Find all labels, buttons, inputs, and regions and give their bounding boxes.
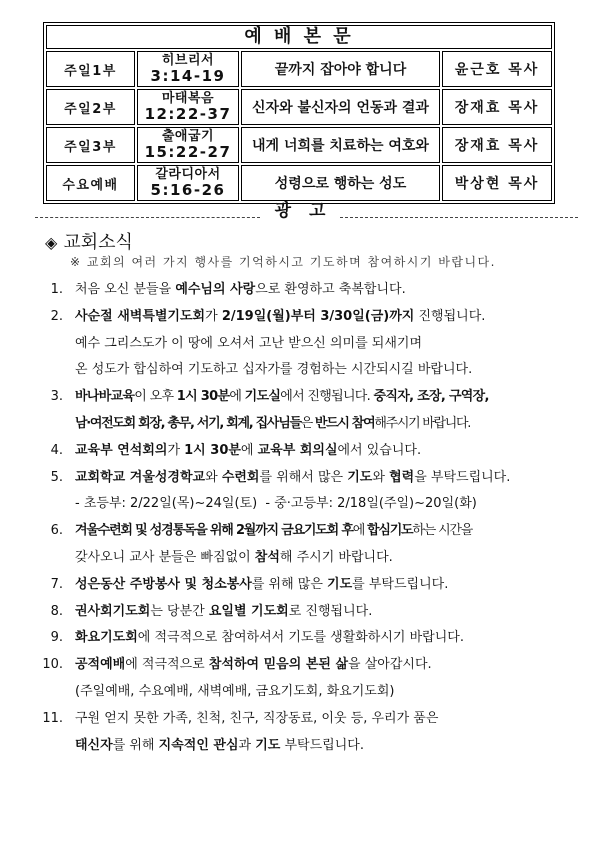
notice-text: - 초등부: 2/22일(목)~24일(토) - 중·고등부: 2/18일(주일)~20일(화): [75, 496, 477, 512]
notice-text: 를 위해서 많은: [259, 469, 348, 485]
service-name: 수요예배: [46, 165, 135, 201]
divider-left: [35, 217, 260, 218]
notice-text: 이 오후: [134, 389, 177, 405]
notice-line: [0, 357, 600, 384]
notice-text: 에서 진행됩니다.: [280, 389, 374, 405]
notice-text: 해 주시기 바랍니다.: [279, 549, 393, 565]
preacher-name: 장재효 목사: [442, 127, 552, 163]
notice-item: [0, 465, 600, 519]
notice-text: 에: [240, 442, 258, 458]
notice-emphasis: 참석하여 믿음의 본된 삶: [208, 657, 349, 673]
notice-text: 갖사오니 교사 분들은 빠짐없이: [75, 549, 255, 565]
worship-table: [43, 22, 555, 204]
notice-number: 1.: [50, 282, 63, 297]
scripture-verse: 5:16-26: [150, 181, 226, 199]
worship-header-row: [46, 25, 552, 49]
service-name: 주일1부: [46, 51, 135, 87]
notice-text: 하는 시간을: [412, 523, 473, 539]
notice-emphasis: 겨울수련회 및 성경통독을 위해 2월까지 금요기도회 후: [75, 523, 353, 539]
notice-text: 에 적극적으로 참여하셔서 기도를 생활화하시기 바랍니다.: [137, 630, 464, 646]
scripture-verse: 12:22-37: [144, 105, 232, 123]
notice-text: 를 위해: [112, 737, 159, 753]
notice-item: [0, 518, 600, 572]
notice-item: [0, 277, 600, 304]
notice-text: 와: [205, 469, 222, 485]
notice-emphasis: 협력: [389, 469, 415, 485]
notice-text: 에서 있습니다.: [337, 442, 422, 458]
notice-number: 11.: [42, 710, 63, 726]
notice-emphasis: 사순절 새벽특별기도회: [75, 308, 206, 324]
notice-text: 에: [352, 523, 367, 539]
notice-emphasis: 권사회기도회: [75, 603, 151, 619]
notice-line: [0, 572, 600, 599]
scripture-verse: 15:22-27: [144, 143, 232, 161]
notice-emphasis: 교육부 회의실: [257, 442, 338, 458]
scripture-book: 갈라디아서: [155, 167, 221, 182]
notice-emphasis: 화요기도회: [75, 630, 138, 646]
notice-text: 에 적극적으로: [125, 657, 209, 673]
notice-emphasis: 예수님의 사랑: [175, 282, 256, 297]
notice-text: 와: [372, 469, 390, 485]
notice-number: 10.: [42, 657, 63, 673]
notice-line: [0, 733, 600, 760]
preacher-name: 장재효 목사: [442, 89, 552, 125]
notice-emphasis: 중직자, 조장, 구역장,: [373, 389, 489, 405]
scripture-cell: [137, 165, 239, 201]
scripture-verse: 3:14-19: [150, 67, 226, 85]
announcements-heading: 광 고: [274, 201, 332, 221]
notice-emphasis: 기도실: [244, 389, 281, 405]
section-title: 교회소식: [63, 232, 133, 253]
notice-emphasis: 지속적인 관심: [158, 737, 239, 753]
notice-item: [0, 706, 600, 760]
divider-right: [340, 217, 578, 218]
notice-number: 2.: [50, 308, 63, 324]
notice-number: 9.: [50, 630, 63, 646]
notice-text: 구원 얻지 못한 가족, 친척, 친구, 직장동료, 이웃 등, 우리가 품은: [75, 710, 439, 726]
notice-line: [0, 411, 600, 438]
sermon-title: 끝까지 잡아야 합니다: [241, 51, 440, 87]
notice-emphasis: 1시 30분: [184, 442, 241, 458]
notice-line: [0, 599, 600, 626]
scripture-book: 히브리서: [161, 53, 215, 68]
notice-text: (주일예배, 수요예배, 새벽예배, 금요기도회, 화요기도회): [75, 683, 395, 699]
notice-emphasis: 남·여전도회 회장, 총무, 서기, 회계, 집사님들: [75, 415, 301, 431]
notice-emphasis: 태신자: [75, 737, 113, 753]
notice-line: [0, 384, 600, 411]
section-note: ※ 교회의 여러 가지 행사를 기억하시고 기도하며 참여하시기 바랍니다.: [70, 255, 496, 269]
notice-line: [0, 679, 600, 706]
notice-text: 을 살아갑시다.: [348, 657, 432, 673]
notice-emphasis: 반드시 참여: [314, 415, 375, 431]
preacher-name: 박상현 목사: [442, 165, 552, 201]
notice-emphasis: 성은동산 주방봉사 및 청소봉사: [75, 576, 252, 592]
notice-line: [0, 706, 600, 733]
notice-text: 는 당분간: [150, 603, 209, 619]
notice-text: 처음 오신 분들을: [75, 282, 176, 297]
notice-text: 진행됩니다.: [414, 308, 486, 324]
notice-item: [0, 304, 600, 384]
notice-emphasis: 요일별 기도회: [208, 603, 289, 619]
scripture-cell: [137, 51, 239, 87]
notice-number: 5.: [50, 469, 63, 485]
notice-number: 6.: [50, 523, 63, 539]
service-name: 주일2부: [46, 89, 135, 125]
notice-list: [0, 277, 600, 759]
notice-emphasis: 공적예배: [75, 657, 126, 673]
notice-number: 4.: [50, 442, 63, 458]
notice-item: [0, 652, 600, 706]
notice-text: 부탁드립니다.: [280, 737, 364, 753]
scripture-book: 마태복음: [161, 91, 215, 106]
worship-row: [46, 89, 552, 125]
service-name: 주일3부: [46, 127, 135, 163]
sermon-title: 성령으로 행하는 성도: [241, 165, 440, 201]
notice-item: [0, 599, 600, 626]
notice-number: 8.: [50, 603, 63, 619]
notice-emphasis: 참석: [254, 549, 280, 565]
scripture-book: 출애굽기: [161, 129, 215, 144]
notice-emphasis: 기도: [347, 469, 373, 485]
notice-text: 가: [205, 308, 222, 324]
scripture-cell: [137, 89, 239, 125]
notice-number: 7.: [50, 576, 63, 592]
notice-text: 가: [167, 442, 185, 458]
notice-text: 예수 그리스도가 이 땅에 오셔서 고난 받으신 의미를 되새기며: [75, 335, 423, 351]
notice-emphasis: 수련회: [221, 469, 260, 485]
notice-line: [0, 545, 600, 572]
notice-emphasis: 바나바교육: [75, 389, 135, 405]
notice-line: [0, 518, 600, 545]
notice-text: 은: [300, 415, 315, 431]
notice-text: 과: [238, 737, 256, 753]
section-header: [45, 232, 133, 254]
notice-text: 를 위해 많은: [251, 576, 328, 592]
notice-line: [0, 491, 600, 518]
notice-item: [0, 438, 600, 465]
notice-text: 온 성도가 합심하여 기도하고 십자가를 경험하는 시간되시길 바랍니다.: [75, 362, 473, 378]
notice-text: 를 부탁드립니다.: [352, 576, 449, 592]
notice-emphasis: 기도: [255, 737, 281, 753]
worship-row: [46, 165, 552, 201]
notice-item: [0, 572, 600, 599]
notice-text: 을 부탁드립니다.: [414, 469, 511, 485]
notice-line: [0, 652, 600, 679]
notice-emphasis: 2/19일(월)부터 3/30일(금)까지: [221, 308, 415, 324]
notice-emphasis: 기도: [327, 576, 353, 592]
diamond-bullet-icon: ◈: [45, 233, 58, 252]
notice-text: 해주시기 바랍니다.: [374, 415, 471, 431]
notice-text: 에: [229, 389, 245, 405]
notice-item: [0, 384, 600, 438]
notice-line: [0, 331, 600, 358]
worship-row: [46, 51, 552, 87]
sermon-title: 신자와 불신자의 언동과 결과: [241, 89, 440, 125]
notice-line: [0, 304, 600, 331]
sermon-title: 내게 너희를 치료하는 여호와: [241, 127, 440, 163]
notice-line: [0, 277, 600, 304]
notice-text: 로 진행됩니다.: [288, 603, 373, 619]
notice-line: [0, 465, 600, 492]
preacher-name: 윤근호 목사: [442, 51, 552, 87]
notice-line: [0, 625, 600, 652]
notice-line: [0, 438, 600, 465]
notice-emphasis: 1시 30분: [176, 389, 230, 405]
notice-emphasis: 교육부 연석회의: [75, 442, 168, 458]
notice-number: 3.: [50, 389, 63, 405]
worship-row: [46, 127, 552, 163]
scripture-cell: [137, 127, 239, 163]
notice-emphasis: 교회학교 겨울성경학교: [75, 469, 206, 485]
notice-text: 으로 환영하고 축복합니다.: [255, 282, 406, 297]
worship-title: 예 배 본 문: [46, 25, 552, 49]
notice-item: [0, 625, 600, 652]
notice-emphasis: 합심기도: [366, 523, 413, 539]
